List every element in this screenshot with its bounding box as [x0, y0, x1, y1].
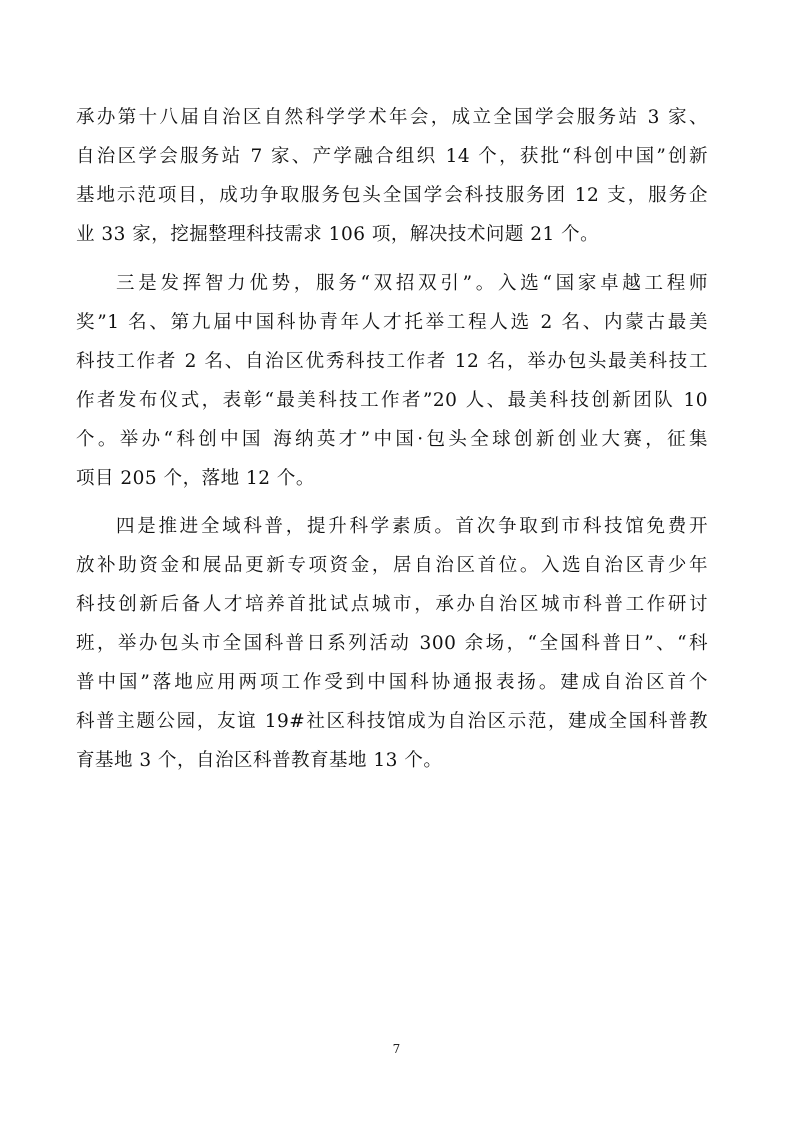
paragraph-line: 项目 205 个，落地 12 个。 — [76, 468, 315, 489]
paragraph-line: 科技创新后备人才培养首批试点城市，承办自治区城市科普工作研讨 — [76, 594, 708, 615]
paragraph-line: 育基地 3 个，自治区科普教育基地 13 个。 — [76, 750, 443, 771]
paragraph-line: 承办第十八届自治区自然科学学术年会，成立全国学会服务站 3 家、 — [76, 107, 708, 128]
paragraph-line: 基地示范项目，成功争取服务包头全国学会科技服务团 12 支，服务企 — [76, 185, 708, 206]
paragraph-line: 放补助资金和展品更新专项资金，居自治区首位。入选自治区青少年 — [76, 555, 708, 576]
paragraph-1 — [76, 98, 708, 254]
page-number: 7 — [392, 1042, 401, 1056]
paragraph-line: 个。举办“科创中国 海纳英才”中国·包头全球创新创业大赛，征集 — [76, 429, 708, 450]
paragraph-line: 科技工作者 2 名、自治区优秀科技工作者 12 名，举办包头最美科技工 — [76, 351, 708, 372]
paragraph-line: 作者发布仪式，表彰“最美科技工作者”20 人、最美科技创新团队 10 — [76, 390, 708, 411]
paragraph-2 — [76, 264, 708, 498]
paragraph-line: 班，举办包头市全国科普日系列活动 300 余场，“全国科普日”、“科 — [76, 633, 708, 654]
paragraph-line: 奖”1 名、第九届中国科协青年人才托举工程人选 2 名、内蒙古最美 — [76, 312, 708, 333]
paragraph-line: 四是推进全域科普，提升科学素质。首次争取到市科技馆免费开 — [116, 516, 708, 537]
paragraph-line: 科普主题公园，友谊 19#社区科技馆成为自治区示范，建成全国科普教 — [76, 711, 708, 732]
paragraph-3 — [76, 507, 708, 780]
paragraph-line: 业 33 家，挖掘整理科技需求 106 项，解决技术问题 21 个。 — [76, 224, 600, 245]
paragraph-line: 三是发挥智力优势，服务“双招双引”。入选“国家卓越工程师 — [116, 273, 708, 294]
paragraph-line: 自治区学会服务站 7 家、产学融合组织 14 个，获批“科创中国”创新 — [76, 146, 708, 167]
paragraph-line: 普中国”落地应用两项工作受到中国科协通报表扬。建成自治区首个 — [76, 672, 708, 693]
